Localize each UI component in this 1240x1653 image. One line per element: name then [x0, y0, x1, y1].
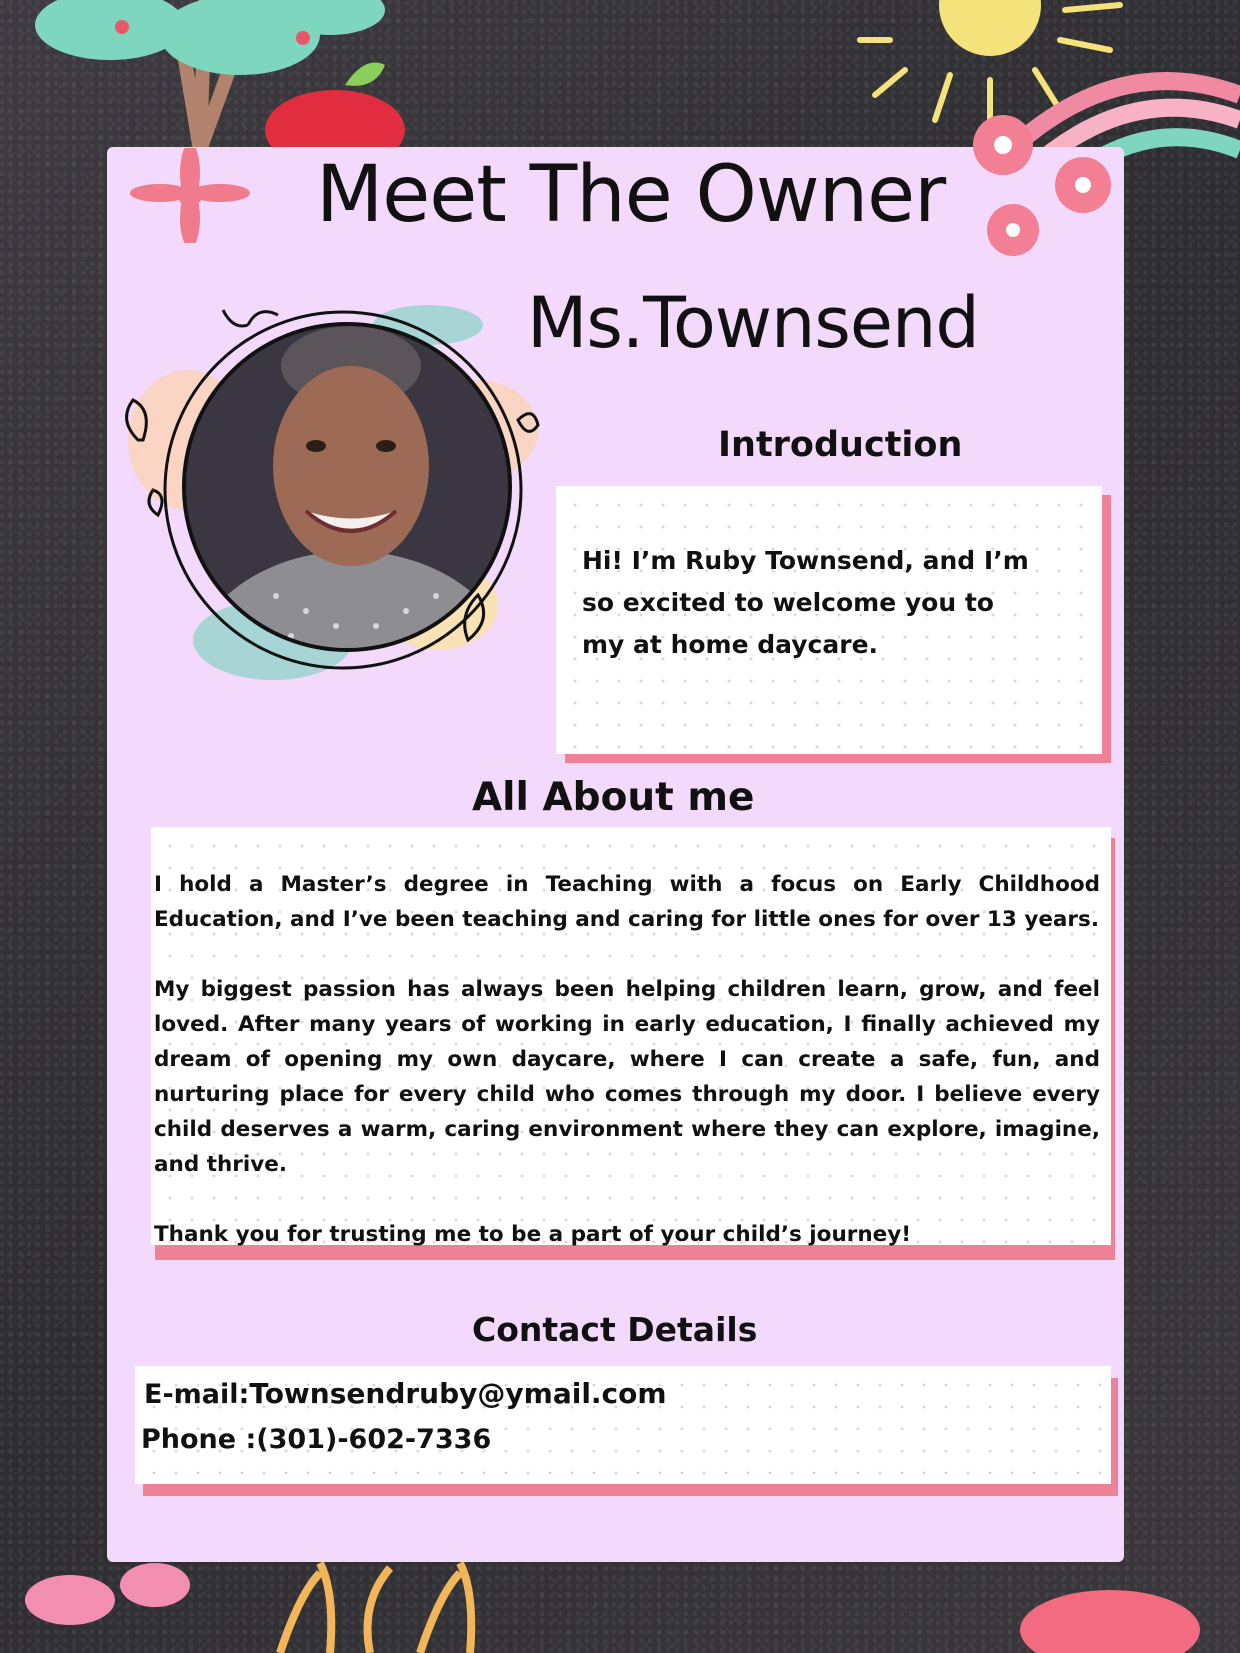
intro-text: Hi! I’m Ruby Townsend, and I’m so excited to welcome you to my at home daycare.	[582, 546, 1029, 659]
email-label: E-mail:	[144, 1379, 250, 1410]
about-paragraph-2: My biggest passion has always been helping children learn, grow, and feel loved. After many years of working in early education, I finally achieved my dream of opening my own daycare, where I can create a safe, fun, and nurturing place for every child who comes through my door. I believe every child deserves a warm, caring environment where they can explore, imagine, and thrive.	[154, 977, 1100, 1177]
about-paragraph-1: I hold a Master’s degree in Teaching with a focus on Early Childhood Education, and I’ve been teaching and caring for little ones for over 13 years.	[154, 872, 1100, 932]
intro-heading: Introduction	[718, 425, 963, 465]
email-value[interactable]: Townsendruby@ymail.com	[249, 1377, 667, 1410]
owner-name: Ms.Townsend	[527, 282, 979, 364]
page-title: Meet The Owner	[316, 150, 946, 240]
phone-value[interactable]: (301)-602-7336	[256, 1424, 492, 1455]
flower-decoration-left	[120, 148, 260, 243]
contact-heading: Contact Details	[472, 1310, 758, 1349]
about-text	[154, 867, 1100, 1287]
about-heading: All About me	[472, 775, 755, 820]
about-paragraph-3: Thank you for trusting me to be a part of your child’s journey!	[154, 1222, 912, 1247]
phone-row	[141, 1424, 491, 1455]
portrait-image	[186, 326, 512, 652]
owner-photo	[182, 322, 512, 652]
email-row	[144, 1377, 667, 1410]
flower-decoration-right	[958, 100, 1128, 270]
bottom-doodles	[25, 1563, 1200, 1653]
phone-label: Phone :	[141, 1424, 257, 1455]
